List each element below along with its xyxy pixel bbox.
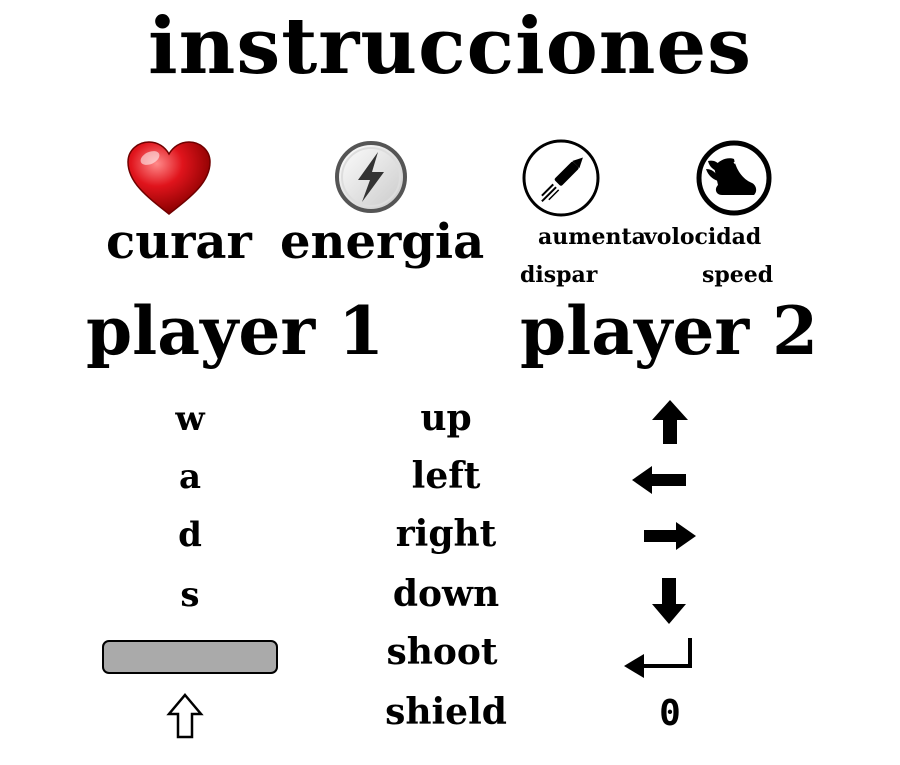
bullet-icon	[521, 138, 601, 218]
arrow-left-icon	[630, 464, 688, 496]
action-shield: shield	[385, 691, 507, 733]
spacebar-icon	[102, 640, 278, 674]
shot-speed-label: aumenta	[538, 224, 646, 250]
arrow-up-icon	[650, 398, 690, 446]
player-2-heading: player 2	[520, 292, 818, 370]
action-shoot: shoot	[386, 631, 498, 673]
move-speed-label: volocidad	[644, 224, 762, 250]
enter-key-icon	[620, 636, 698, 682]
heal-label: curar	[106, 214, 252, 270]
lightning-bolt-icon	[334, 140, 408, 214]
arrow-right-icon	[642, 520, 698, 552]
p1-key-down: s	[180, 575, 200, 615]
page-title: instrucciones	[148, 1, 752, 92]
shift-arrow-icon	[166, 692, 204, 740]
arrow-down-icon	[650, 576, 688, 626]
action-up: up	[420, 397, 472, 439]
shot-speed-sub-label: dispar	[520, 262, 598, 288]
p1-key-right: d	[178, 515, 202, 555]
p1-key-left: a	[178, 457, 202, 497]
action-left: left	[411, 455, 481, 497]
p2-key-shield: 0	[659, 693, 681, 734]
heart-icon	[126, 140, 212, 216]
action-right: right	[395, 513, 497, 555]
p1-key-up: w	[175, 399, 205, 439]
energy-label: energia	[280, 214, 485, 270]
action-down: down	[392, 573, 500, 615]
player-1-heading: player 1	[86, 292, 384, 370]
move-speed-sub-label: speed	[702, 262, 774, 288]
winged-shoe-icon	[694, 139, 774, 217]
